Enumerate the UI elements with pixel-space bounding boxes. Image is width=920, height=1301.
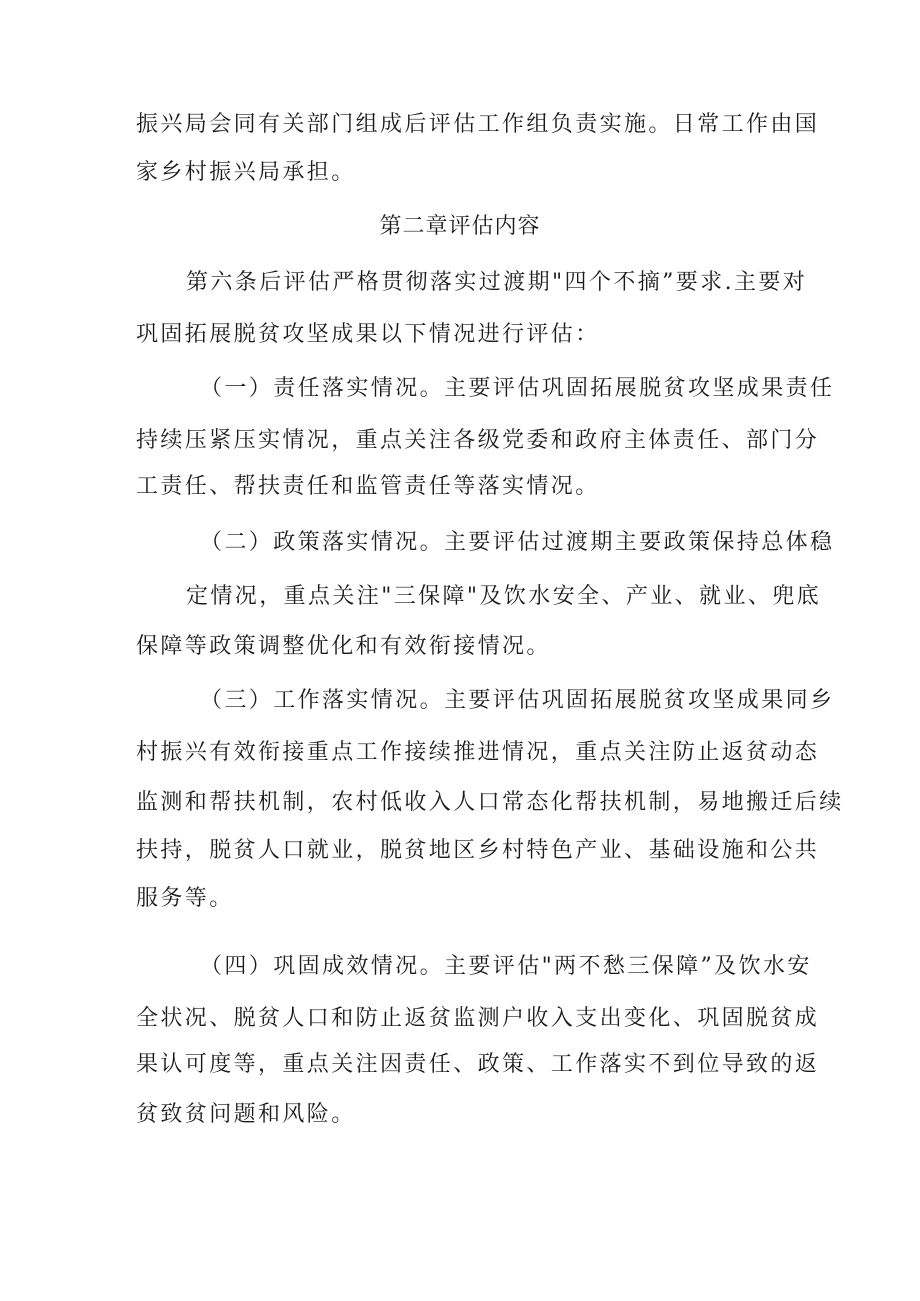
text-line: （三）工作落实情况。主要评估巩固拓展脱贫攻坚成果同乡	[200, 688, 835, 713]
text-line: 保障等政策调整优化和有效衔接情况。	[136, 634, 551, 659]
text-line: （四）巩固成效情况。主要评估"两不愁三保障”及饮水安	[200, 954, 812, 979]
text-line: 第六条后评估严格贯彻落实过渡期"四个不摘”要求.主要对	[186, 270, 808, 295]
text-line: 家乡村振兴局承担。	[136, 160, 356, 185]
chapter-heading: 第二章评估内容	[379, 214, 541, 239]
text-line: 定情况，重点关注"三保障"及饮水安全、产业、就业、兜底	[186, 584, 822, 609]
text-line: 巩固拓展脱贫攻坚成果以下情况进行评估：	[136, 322, 600, 347]
text-line: 服务等。	[136, 886, 234, 911]
text-line: 贫致贫问题和风险。	[136, 1102, 356, 1127]
text-line: 全状况、脱贫人口和防止返贫监测户收入支出变化、巩固脱贫成	[136, 1006, 820, 1031]
text-line: 工责任、帮扶责任和监管责任等落实情况。	[136, 474, 600, 499]
text-line: 监测和帮扶机制，农村低收入人口常态化帮扶机制，易地搬迁后续	[136, 790, 844, 815]
text-line: （二）政策落实情况。主要评估过渡期主要政策保持总体稳	[200, 530, 835, 555]
text-line: 扶持，脱贫人口就业，脱贫地区乡村特色产业、基础设施和公共	[136, 838, 820, 863]
text-line: 村振兴有效衔接重点工作接续推进情况，重点关注防止返贫动态	[136, 740, 820, 765]
text-line: （一）责任落实情况。主要评估巩固拓展脱贫攻坚成果责任	[200, 376, 835, 401]
text-line: 持续压紧压实情况，重点关注各级党委和政府主体责任、部门分	[136, 428, 820, 453]
text-line: 振兴局会同有关部门组成后评估工作组负责实施。日常工作由国	[136, 112, 820, 137]
text-line: 果认可度等，重点关注因责任、政策、工作落实不到位导致的返	[136, 1052, 820, 1077]
